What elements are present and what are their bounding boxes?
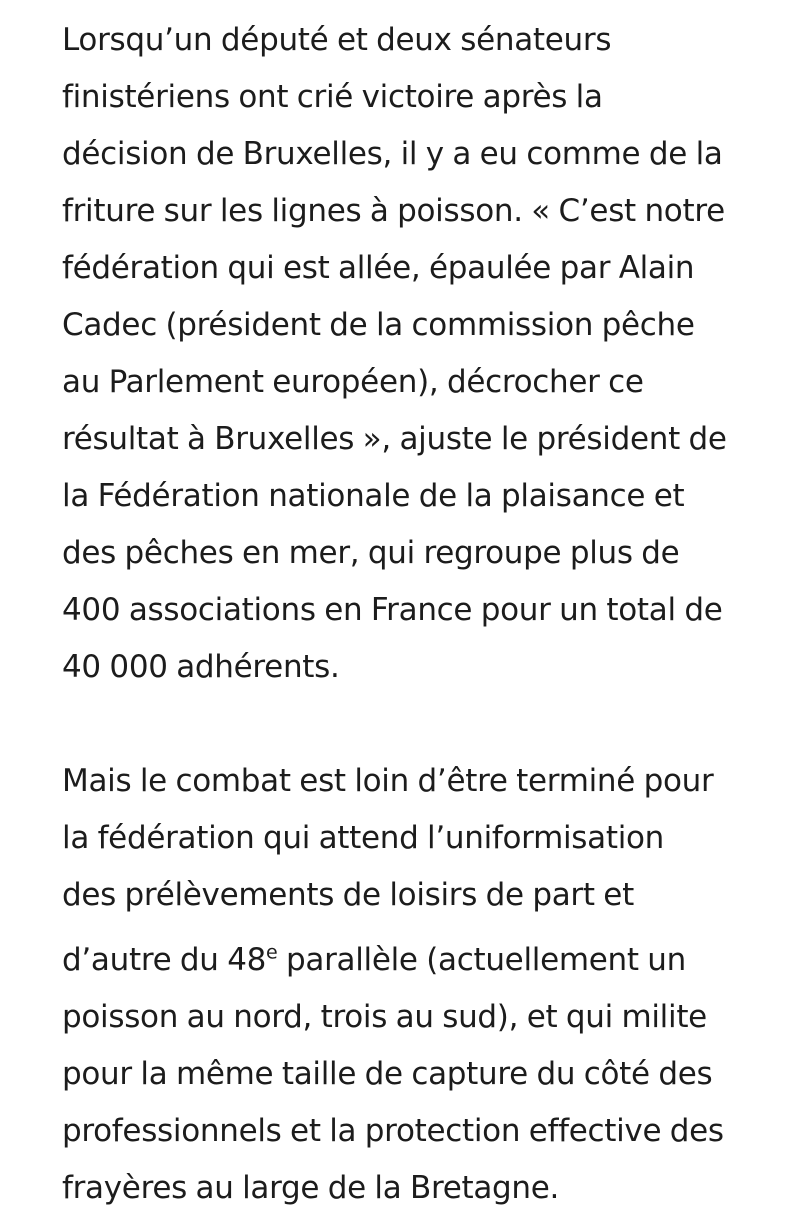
text-line: pour la même taille de capture du côté des <box>62 1056 713 1092</box>
text-line: frayères au large de la Bretagne. <box>62 1170 560 1206</box>
paragraph-1 <box>62 12 782 696</box>
text-line: friture sur les lignes à poisson. « C’est notre <box>62 193 725 229</box>
text-line: résultat à Bruxelles », ajuste le président de <box>62 421 727 457</box>
text-line: poisson au nord, trois au sud), et qui milite <box>62 999 707 1035</box>
text-line: fédération qui est allée, épaulée par Alain <box>62 250 695 286</box>
ordinal-superscript: e <box>266 941 278 964</box>
text-line: la Fédération nationale de la plaisance et <box>62 478 685 514</box>
article-body <box>62 12 782 1217</box>
text-line: des prélèvements de loisirs de part et <box>62 877 634 913</box>
text-line: professionnels et la protection effective des <box>62 1113 724 1149</box>
text-line: finistériens ont crié victoire après la <box>62 79 603 115</box>
paragraph-2 <box>62 753 782 1217</box>
text-line: des pêches en mer, qui regroupe plus de <box>62 535 680 571</box>
text-line: 40 000 adhérents. <box>62 649 340 685</box>
text-line-with-superscript <box>62 932 782 989</box>
text-fragment: parallèle (actuellement un <box>277 942 686 978</box>
text-line: décision de Bruxelles, il y a eu comme de la <box>62 136 723 172</box>
text-line: 400 associations en France pour un total de <box>62 592 723 628</box>
text-line: Mais le combat est loin d’être terminé pour <box>62 763 714 799</box>
text-fragment: d’autre du 48 <box>62 942 267 978</box>
text-line: Lorsqu’un député et deux sénateurs <box>62 22 612 58</box>
text-line: la fédération qui attend l’uniformisation <box>62 820 665 856</box>
text-line: au Parlement européen), décrocher ce <box>62 364 644 400</box>
text-line: Cadec (président de la commission pêche <box>62 307 695 343</box>
